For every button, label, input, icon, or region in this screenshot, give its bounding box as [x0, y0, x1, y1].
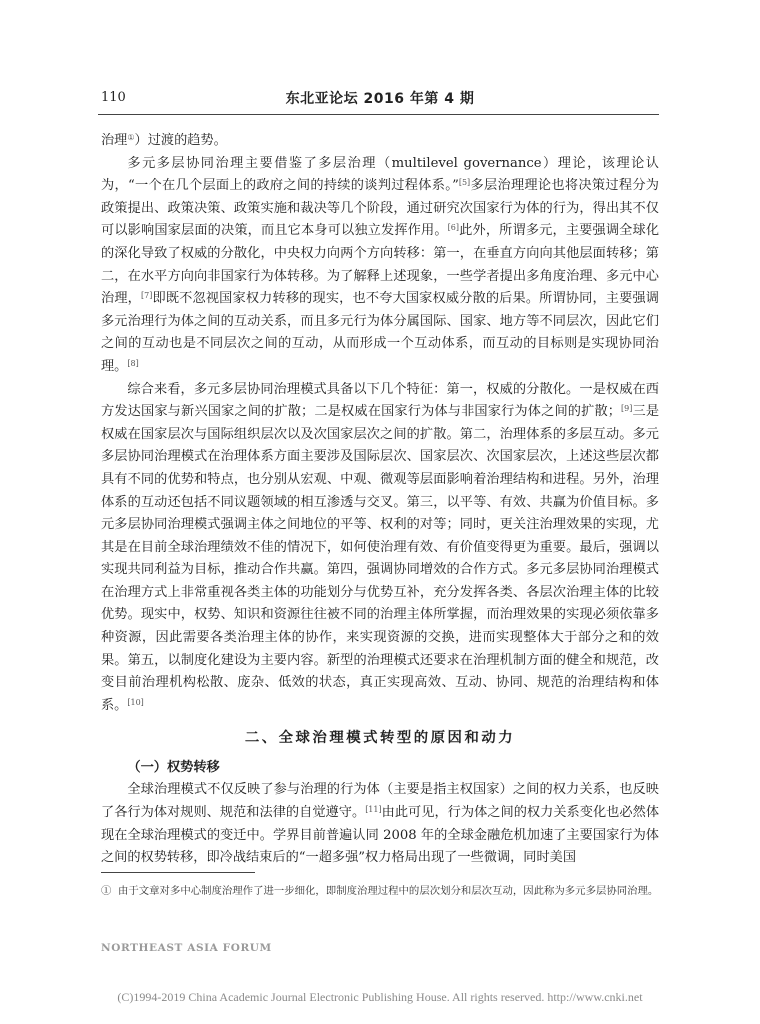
article-body	[101, 130, 659, 870]
paragraph: 全球治理模式不仅反映了参与治理的行为体（主要是指主权国家）之间的权力关系，也反映了各行为体对规则、规范和法律的自觉遵守。[11]由此可见，行为体之间的权力关系变化也必然体现在全球治理模式的变迁中。学界目前普遍认同 2008 年的全球金融危机加速了主要国家行为体之间的权势转移，即冷战结束后的“一超多强”权力格局出现了一些微调，同时美国	[101, 782, 660, 866]
footer-journal-name: NORTHEAST ASIA FORUM	[101, 942, 272, 954]
section-heading: 二、全球治理模式转型的原因和动力	[244, 730, 516, 747]
citation-ref[interactable]: [9]	[620, 404, 633, 414]
copyright-notice: (C)1994-2019 China Academic Journal Electronic Publishing House. All rights reserved. http://www.cnki.net	[117, 990, 643, 1004]
citation-ref[interactable]: [10]	[127, 697, 144, 707]
paragraph: 多元多层协同治理主要借鉴了多层治理（multilevel governance）理论，该理论认为，“一个在几个层面上的政府之间的持续的谈判过程体系。”[5]多层治理理论也将决策过程分为政策提出、政策决策、政策实施和裁决等几个阶段，通过研究次国家行为体的行为，得出其不仅可以影响国家层面的决策，而且它本身可以独立发挥作用。[6]此外，所谓多元，主要强调全球化的深化导致了权威的分散化，中央权力向两个方向转移：第一，在垂直方向向其他层面转移；第二，在水平方向向非国家行为体转移。为了解释上述现象，一些学者提出多角度治理、多元中心治理，[7]即既不忽视国家权力转移的现实，也不夸大国家权威分散的后果。所谓协同，主要强调多元治理行为体之间的互动关系，而且多元行为体分属国际、国家、地方等不同层次，因此它们之间的互动也是不同层次之间的互动，从而形成一个互动体系，而互动的目标则是实现协同治理。[8]	[101, 155, 660, 374]
footnote-marker[interactable]: ①	[127, 133, 135, 142]
footnote	[101, 882, 659, 900]
footnote-number: ①	[101, 885, 112, 897]
subsection-heading: （一）权势转移	[127, 760, 220, 776]
citation-ref[interactable]: [11]	[365, 805, 382, 815]
paragraph: 综合来看，多元多层协同治理模式具备以下几个特征：第一，权威的分散化。一是权威在西方发达国家与新兴国家之间的扩散；二是权威在国家行为体与非国家行为体之间的扩散；[9]三是权威在国家层次与国际组织层次以及次国家层次之间的扩散。第二，治理体系的多层互动。多元多层协同治理模式在治理体系方面主要涉及国际层次、国家层次、次国家层次，上述这些层次都具有不同的优势和特点，也分别从宏观、中观、微观等层面影响着治理结构和进程。另外，治理体系的互动还包括不同议题领域的相互渗透与交叉。第三，以平等、有效、共赢为价值目标。多元多层协同治理模式强调主体之间地位的平等、权利的对等；同时，更关注治理效果的实现，尤其是在目前全球治理绩效不佳的情况下，如何使治理有效、有价值变得更为重要。最后，强调以实现共同利益为目标，推动合作共赢。第四，强调协同增效的合作方式。多元多层协同治理模式在治理方式上非常重视各类主体的功能划分与优势互补，充分发挥各类、各层次治理主体的比较优势。现实中，权势、知识和资源往往被不同的治理主体所掌握，而治理效果的实现必须依靠多种资源，因此需要各类治理主体的协作，来实现资源的交换，进而实现整体大于部分之和的效果。第五，以制度化建设为主要内容。新型的治理模式还要求在治理机制方面的健全和规范，改变目前治理机构松散、庞杂、低效的状态，真正实现高效、互动、协同、规范的治理结构和体系。[10]	[101, 381, 660, 713]
header-rule	[98, 114, 659, 115]
running-head: 东北亚论坛 2016 年第 4 期	[285, 91, 475, 107]
page-number: 110	[101, 90, 126, 105]
citation-ref[interactable]: [7]	[141, 291, 153, 301]
footnote-text: 由于文章对多中心制度治理作了进一步细化，即制度治理过程中的层次划分和层次互动，因此称为多元多层协同治理。	[118, 885, 659, 897]
citation-ref[interactable]: [8]	[127, 358, 139, 368]
paragraph: 治理①）过渡的趋势。	[101, 133, 227, 148]
citation-ref[interactable]: [6]	[447, 223, 460, 233]
citation-ref[interactable]: [5]	[458, 178, 471, 188]
footnote-rule	[101, 872, 255, 873]
